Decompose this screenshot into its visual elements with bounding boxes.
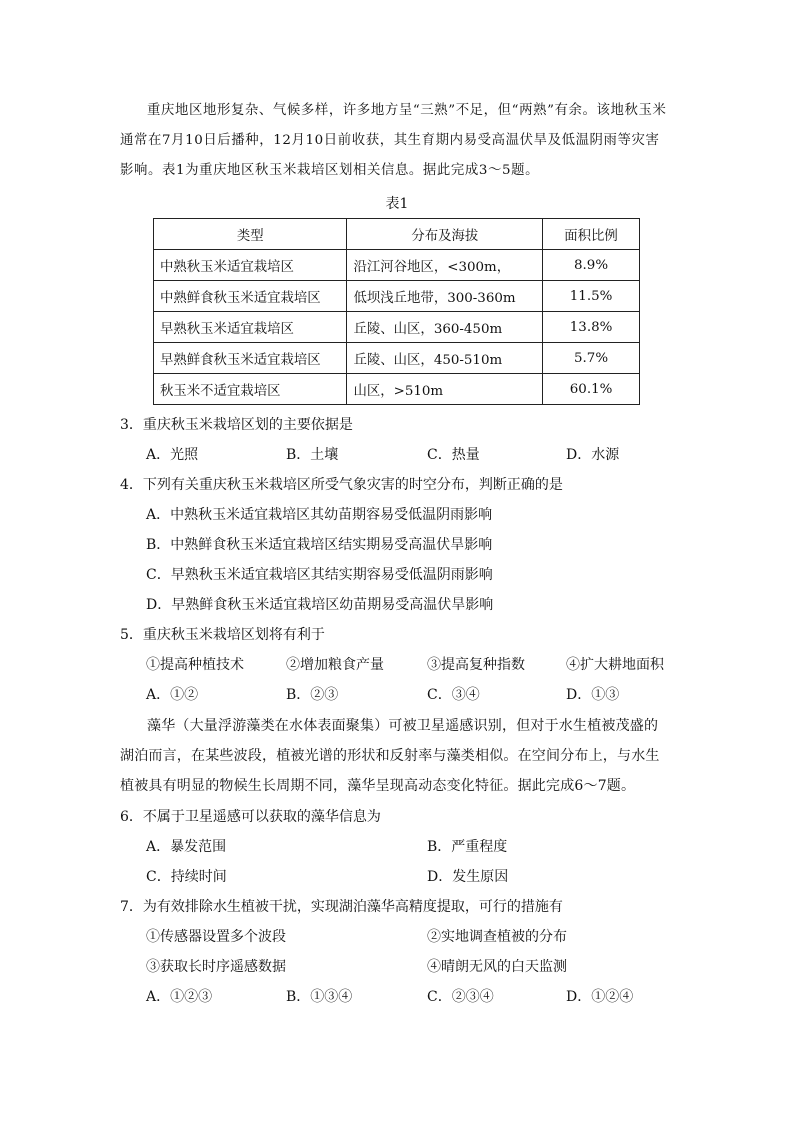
table-row xyxy=(154,250,640,281)
cell-area-ratio: 5.7% xyxy=(543,343,640,374)
cell-type: 秋玉米不适宜栽培区 xyxy=(154,374,347,405)
q3-option-b: B．土壤 xyxy=(286,447,339,463)
q7-option-a: A．①②③ xyxy=(146,989,213,1005)
cell-area-ratio: 8.9% xyxy=(543,250,640,281)
q6-option-b: B．严重程度 xyxy=(427,839,508,855)
q7-item-2: ②实地调查植被的分布 xyxy=(427,929,567,945)
q6-stem: 6．不属于卫星遥感可以获取的藻华信息为 xyxy=(120,809,381,825)
q3-option-a: A．光照 xyxy=(146,447,199,463)
table-header-row xyxy=(154,219,640,250)
cell-distribution: 丘陵、山区，450-510m xyxy=(347,343,543,374)
table-row xyxy=(154,343,640,374)
cell-area-ratio: 60.1% xyxy=(543,374,640,405)
passage-intro-corn-text: 重庆地区地形复杂、气候多样，许多地方呈“三熟”不足，但“两熟”有余。该地秋玉米通常在7月10日后播种，12月10日前收获，其生育期内易受高温伏旱及低温阴雨等灾害影响。表1为重庆地区秋玉米栽培区划相关信息。据此完成3～5题。 xyxy=(120,103,667,178)
header-distribution: 分布及海拔 xyxy=(347,219,543,250)
q4-option-c: C．早熟秋玉米适宜栽培区其结实期容易受低温阴雨影响 xyxy=(146,567,493,583)
corn-zoning-table xyxy=(153,218,640,405)
q4-option-d: D．早熟鲜食秋玉米适宜栽培区幼苗期易受高温伏旱影响 xyxy=(146,597,494,613)
q7-item-1: ①传感器设置多个波段 xyxy=(146,929,286,945)
q5-option-c: C．③④ xyxy=(427,687,480,703)
q3-stem: 3．重庆秋玉米栽培区划的主要依据是 xyxy=(120,417,353,433)
q6-option-a: A．暴发范围 xyxy=(146,839,227,855)
q7-item-4: ④晴朗无风的白天监测 xyxy=(427,959,567,975)
passage-intro-algae xyxy=(120,711,668,801)
cell-type: 中熟鲜食秋玉米适宜栽培区 xyxy=(154,281,347,312)
header-type: 类型 xyxy=(154,219,347,250)
q4-option-a: A．中熟秋玉米适宜栽培区其幼苗期容易受低温阴雨影响 xyxy=(146,507,493,523)
q3-option-d: D．水源 xyxy=(566,447,620,463)
q7-stem: 7．为有效排除水生植被干扰，实现湖泊藻华高精度提取，可行的措施有 xyxy=(120,899,563,915)
passage-intro-corn xyxy=(120,96,668,186)
q5-stem: 5．重庆秋玉米栽培区划将有利于 xyxy=(120,627,325,643)
cell-distribution: 沿江河谷地区，<300m， xyxy=(347,250,543,281)
table-row xyxy=(154,281,640,312)
q6-option-c: C．持续时间 xyxy=(146,869,227,885)
table-row xyxy=(154,374,640,405)
table-row xyxy=(154,312,640,343)
cell-distribution: 丘陵、山区，360-450m xyxy=(347,312,543,343)
q3-option-c: C．热量 xyxy=(427,447,480,463)
q5-item-4: ④扩大耕地面积 xyxy=(566,657,664,673)
q4-option-b: B．中熟鲜食秋玉米适宜栽培区结实期易受高温伏旱影响 xyxy=(146,537,493,553)
q5-item-3: ③提高复种指数 xyxy=(427,657,525,673)
cell-distribution: 山区，>510m xyxy=(347,374,543,405)
q7-item-3: ③获取长时序遥感数据 xyxy=(146,959,286,975)
header-area-ratio: 面积比例 xyxy=(543,219,640,250)
cell-area-ratio: 13.8% xyxy=(543,312,640,343)
q5-option-b: B．②③ xyxy=(286,687,339,703)
cell-area-ratio: 11.5% xyxy=(543,281,640,312)
table-caption: 表1 xyxy=(385,196,409,212)
passage-intro-algae-text: 藻华（大量浮游藻类在水体表面聚集）可被卫星遥感识别，但对于水生植被茂盛的湖泊而言，在某些波段，植被光谱的形状和反射率与藻类相似。在空间分布上，与水生植被具有明显的物候生长周期不同，藻华呈现高动态变化特征。据此完成6～7题。 xyxy=(120,718,660,794)
q5-item-1: ①提高种植技术 xyxy=(146,657,244,673)
cell-type: 早熟秋玉米适宜栽培区 xyxy=(154,312,347,343)
q7-option-c: C．②③④ xyxy=(427,989,494,1005)
q7-option-b: B．①③④ xyxy=(286,989,353,1005)
cell-type: 早熟鲜食秋玉米适宜栽培区 xyxy=(154,343,347,374)
q6-option-d: D．发生原因 xyxy=(427,869,509,885)
cell-distribution: 低坝浅丘地带，300-360m xyxy=(347,281,543,312)
cell-type: 中熟秋玉米适宜栽培区 xyxy=(154,250,347,281)
q5-option-a: A．①② xyxy=(146,687,199,703)
q7-option-d: D．①②④ xyxy=(566,989,634,1005)
q4-stem: 4．下列有关重庆秋玉米栽培区所受气象灾害的时空分布，判断正确的是 xyxy=(120,477,563,493)
q5-item-2: ②增加粮食产量 xyxy=(286,657,384,673)
q5-option-d: D．①③ xyxy=(566,687,620,703)
